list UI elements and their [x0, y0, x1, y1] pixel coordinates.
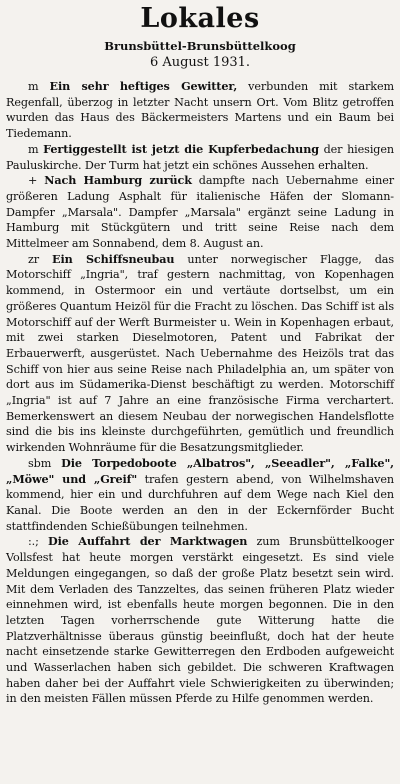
news-item-steamer-marsala	[6, 173, 394, 252]
item-headline: Ein Schiffsneubau	[52, 251, 175, 266]
dateline: Brunsbüttel-Brunsbüttelkoog	[104, 39, 296, 53]
item-body: unter norwegischer Flagge, das Motorschiff „Ingria", traf gestern nachmittag, von Kopenhagen kommend, in Ostermoor ein und vertäute dortselbst, um ein größeres Quantum Heizöl für die Fracht zu löschen. Das Schiff ist als Motorschiff auf der Werft Burmeister u. Wein in Kopenhagen erbaut, mit zwei starken Dieselmotoren, Patent und Fabrikat der Erbauerwerft, ausgerüstet. Nach Uebernahme des Heizöls trat das Schiff von hier aus seine Reise nach Philadelphia an, um später von dort aus im Südamerika-Dienst beschäftigt zu werden. Motorschiff „Ingria" ist auf 7 Jahre an eine französische Firma verchartert. Bemerkenswert an diesem Neubau der norwegischen Handelsflotte sind die bis ins kleinste durchgeführten, gemütlich und freundlich wirkenden Wohnräume für die Besatzungsmitglieder.	[6, 252, 394, 455]
item-headline: Die Torpedoboote „Albatros", „Seeadler", „Falke", „Möwe" und „Greif"	[6, 455, 394, 486]
date: 6 August 1931.	[149, 55, 251, 70]
item-body: zum Brunsbüttelkooger Vollsfest hat heute morgen verstärkt eingesetzt. Es sind viele Meldungen eingegangen, so daß der große Platz besetzt sein wird. Mit dem Verladen des Tanzzeltes, das seinen früheren Platz wieder einnehmen wird, ist ebenfalls heute morgen begonnen. Die in den letzten Tagen vorherrschende gute Witterung hatte die Platzverhältnisse überaus günstig beeinflußt, doch hat der heute nacht einsetzende starke Gewitterregen den Erdboden aufgeweicht und Wasserlachen haben sich gebildet. Die schweren Kraftwagen haben daher bei der Auffahrt viele Schwierigkeiten zu überwinden; in den meisten Fällen müssen Pferde zu Hilfe genommen werden.	[6, 535, 394, 706]
news-item-church-roof	[6, 142, 394, 173]
item-body: der hiesigen Pauluskirche. Der Turm hat jetzt ein schönes Aussehen erhalten.	[6, 142, 394, 172]
section-title: Lokales	[140, 3, 260, 34]
item-marker: :.;	[28, 535, 39, 549]
item-body: trafen gestern abend, von Wilhelmshaven kommend, hier ein und durchfuhren auf dem Wege nach Kiel den Kanal. Die Boote werden an den in der Eckernförder Bucht stattfindenden Schießübungen teilnehmen.	[6, 472, 394, 533]
item-marker: +	[28, 174, 38, 188]
news-item-ship-ingria	[6, 252, 394, 456]
item-marker: m	[28, 80, 39, 93]
news-item-market-wagons	[6, 534, 394, 707]
item-body: dampfte nach Uebernahme einer größeren Ladung Asphalt für italienische Häfen der Slomann-Dampfer „Marsala". Dampfer „Marsala" ergänzt seine Ladung in Hamburg mit Stückgütern und tritt seine Reise nach dem Mittelmeer am Sonnabend, dem 8. August an.	[6, 174, 394, 251]
news-item-thunderstorm	[6, 79, 394, 142]
item-marker: zr	[28, 252, 40, 266]
item-marker: m	[28, 142, 39, 156]
item-headline: Nach Hamburg zurück	[44, 173, 192, 188]
item-body: verbunden mit starkem Regenfall, überzog in letzter Nacht unsern Ort. Vom Blitz getroffen wurden das Haus des Bäckermeisters Martens und ein Baum bei Tiedemann.	[6, 80, 395, 141]
item-marker: sbm	[28, 456, 52, 470]
item-headline: Die Auffahrt der Marktwagen	[47, 534, 248, 549]
item-headline: Ein sehr heftiges Gewitter,	[49, 79, 238, 93]
item-headline: Fertiggestellt ist jetzt die Kupferbedachung	[43, 141, 319, 156]
news-item-torpedo-boats	[6, 456, 394, 535]
